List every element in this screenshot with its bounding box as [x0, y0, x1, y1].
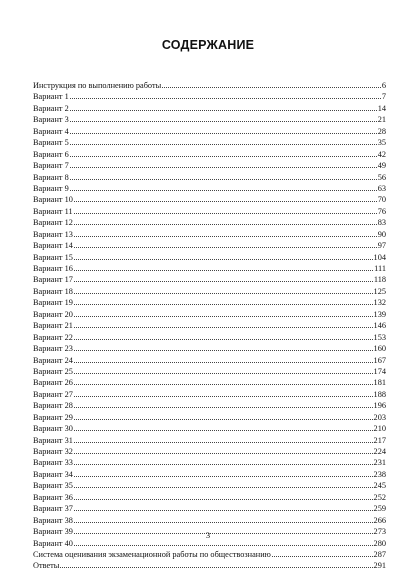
toc-dot-leader [74, 193, 377, 202]
toc-dot-leader [74, 308, 373, 317]
toc-entry [33, 502, 386, 513]
toc-dot-leader [74, 273, 373, 282]
toc-entry-label: Вариант 39 [33, 527, 73, 537]
toc-dot-leader [70, 113, 377, 122]
toc-entry-label: Вариант 5 [33, 138, 69, 148]
toc-entry [33, 422, 386, 433]
toc-dot-leader [74, 228, 377, 237]
toc-entry-label: Вариант 37 [33, 504, 73, 514]
toc-entry-page: 6 [381, 81, 386, 90]
toc-entry-page: 217 [373, 435, 386, 445]
toc-dot-leader [70, 102, 377, 111]
toc-entry-page: 252 [373, 492, 386, 502]
toc-dot-leader [74, 331, 373, 340]
toc-entry-label: Вариант 4 [33, 126, 69, 136]
toc-entry-page: 111 [374, 264, 386, 273]
toc-entry-page: 63 [377, 183, 386, 193]
toc-dot-leader [74, 296, 373, 305]
toc-entry [33, 125, 386, 136]
toc-dot-leader [60, 559, 372, 568]
toc-entry-page: 174 [373, 366, 386, 376]
toc-entry-label: Вариант 34 [33, 469, 73, 479]
toc-dot-leader [74, 262, 373, 271]
toc-entry-page: 83 [377, 218, 386, 228]
toc-dot-leader [74, 216, 377, 225]
toc-dot-leader [74, 342, 373, 351]
toc-entry-page: 245 [373, 481, 386, 491]
toc-entry-label: Вариант 32 [33, 447, 73, 456]
toc-dot-leader [70, 182, 377, 191]
toc-entry [33, 171, 386, 182]
toc-dot-leader [70, 171, 377, 180]
toc-entry-label: Вариант 16 [33, 264, 73, 273]
toc-entry [33, 296, 386, 307]
toc-entry-label: Вариант 12 [33, 218, 73, 228]
toc-entry [33, 228, 386, 239]
toc-entry [33, 239, 386, 250]
toc-entry-label: Вариант 11 [33, 206, 73, 216]
toc-entry [33, 285, 386, 296]
toc-entry-label: Вариант 14 [33, 241, 73, 251]
toc-dot-leader [74, 514, 373, 523]
toc-entry [33, 411, 386, 422]
toc-entry-label: Вариант 15 [33, 252, 73, 262]
toc-entry-label: Вариант 21 [33, 321, 73, 331]
toc-entry [33, 193, 386, 204]
page-title: СОДЕРЖАНИЕ [161, 38, 255, 52]
toc-entry-label: Вариант 33 [33, 458, 73, 468]
toc-entry-page: 259 [373, 504, 386, 514]
toc-entry [33, 113, 386, 124]
toc-entry-label: Вариант 19 [33, 298, 73, 308]
toc-dot-leader [70, 125, 377, 134]
toc-dot-leader [74, 422, 373, 431]
toc-entry-label: Вариант 30 [33, 424, 73, 434]
toc-entry-page: 167 [373, 355, 386, 365]
toc-entry [33, 262, 386, 273]
toc-entry-page: 49 [377, 161, 386, 171]
toc-entry-page: 181 [373, 378, 386, 388]
toc-entry-label: Вариант 27 [33, 389, 73, 399]
toc-entry-label: Вариант 31 [33, 435, 73, 445]
toc-entry-page: 56 [377, 172, 386, 182]
toc-entry-label: Вариант 10 [33, 195, 73, 205]
toc-dot-leader [70, 90, 381, 99]
toc-entry-page: 266 [373, 515, 386, 525]
toc-entry-page: 188 [373, 389, 386, 399]
toc-entry [33, 479, 386, 490]
toc-dot-leader [74, 251, 373, 260]
toc-entry-label: Вариант 13 [33, 229, 73, 239]
toc-entry-label: Вариант 36 [33, 492, 73, 502]
toc-entry-page: 104 [373, 252, 386, 262]
toc-dot-leader [74, 365, 373, 374]
toc-entry [33, 514, 386, 525]
toc-entry-label: Вариант 8 [33, 172, 69, 182]
toc-dot-leader [74, 399, 373, 408]
toc-entry [33, 251, 386, 262]
toc-entry [33, 148, 386, 159]
toc-dot-leader [74, 434, 373, 443]
toc-entry [33, 434, 386, 445]
toc-entry-label: Инструкция по выполнению работы [33, 81, 162, 90]
toc-entry-label: Вариант 6 [33, 149, 69, 159]
toc-entry-label: Вариант 35 [33, 481, 73, 491]
toc-entry-label: Вариант 38 [33, 515, 73, 525]
toc-entry [33, 399, 386, 410]
toc-entry-page: 76 [377, 206, 386, 216]
toc-dot-leader [74, 239, 377, 248]
toc-entry [33, 468, 386, 479]
toc-entry [33, 548, 386, 559]
toc-entry-label: Вариант 28 [33, 401, 73, 411]
toc-entry-label: Вариант 18 [33, 286, 73, 296]
toc-dot-leader [74, 354, 373, 363]
toc-entry [33, 159, 386, 170]
toc-entry [33, 308, 386, 319]
toc-entry [33, 342, 386, 353]
toc-entry [33, 559, 386, 570]
toc-entry-label: Вариант 1 [33, 92, 69, 102]
toc-entry-page: 139 [373, 309, 386, 319]
toc-entry-label: Вариант 7 [33, 161, 69, 171]
toc-entry-page: 28 [377, 126, 386, 136]
toc-entry-page: 291 [373, 561, 386, 571]
toc-dot-leader [74, 445, 373, 454]
toc-entry [33, 319, 386, 330]
toc-entry-page: 14 [377, 103, 386, 113]
toc-entry-page: 280 [373, 538, 386, 548]
toc-entry-label: Вариант 20 [33, 309, 73, 319]
toc-entry [33, 136, 386, 147]
toc-entry-page: 146 [373, 321, 386, 331]
toc-entry-page: 224 [373, 447, 386, 456]
toc-entry [33, 445, 386, 456]
toc-entry-label: Вариант 29 [33, 412, 73, 422]
toc-entry-page: 35 [377, 138, 386, 148]
toc-entry [33, 354, 386, 365]
toc-entry [33, 182, 386, 193]
toc-entry-page: 90 [377, 229, 386, 239]
toc-entry [33, 273, 386, 284]
toc-dot-leader [74, 285, 373, 294]
toc-dot-leader [74, 205, 377, 214]
toc-entry-page: 118 [373, 275, 386, 285]
toc-entry-label: Система оценивания экзаменационной работы по обществознанию [33, 549, 271, 559]
toc-entry [33, 205, 386, 216]
toc-entry-label: Вариант 17 [33, 275, 73, 285]
toc-entry-label: Вариант 23 [33, 344, 73, 354]
toc-entry-page: 238 [373, 469, 386, 479]
toc-entry-page: 70 [377, 195, 386, 205]
toc-entry [33, 216, 386, 227]
toc-dot-leader [74, 479, 373, 488]
toc-dot-leader [74, 491, 373, 500]
toc-entry-label: Вариант 40 [33, 538, 73, 548]
toc-entry-page: 287 [373, 549, 386, 559]
toc-entry-label: Вариант 26 [33, 378, 73, 388]
toc-entry-page: 203 [373, 412, 386, 422]
toc-entry [33, 90, 386, 101]
toc-entry-label: Вариант 2 [33, 103, 69, 113]
toc-entry-page: 153 [373, 332, 386, 342]
toc-entry-page: 125 [373, 286, 386, 296]
toc-entry-page: 21 [377, 115, 386, 125]
toc-entry-label: Вариант 25 [33, 366, 73, 376]
toc-dot-leader [74, 376, 373, 385]
toc-entry [33, 331, 386, 342]
toc-entry-label: Вариант 24 [33, 355, 73, 365]
toc-dot-leader [74, 468, 373, 477]
toc-entry-page: 160 [373, 344, 386, 354]
toc-entry-page: 210 [373, 424, 386, 434]
toc-entry-page: 42 [377, 149, 386, 159]
toc-entry-page: 231 [373, 458, 386, 468]
toc-dot-leader [74, 502, 373, 511]
toc-dot-leader [74, 456, 373, 465]
toc-entry-page: 132 [373, 298, 386, 308]
toc-dot-leader [162, 79, 381, 88]
toc-entry [33, 491, 386, 502]
toc-entry-label: Вариант 9 [33, 183, 69, 193]
toc-entry-label: Ответы [33, 561, 60, 571]
table-of-contents [33, 79, 386, 571]
toc-entry [33, 456, 386, 467]
toc-dot-leader [272, 548, 373, 557]
toc-entry [33, 102, 386, 113]
toc-entry-label: Вариант 3 [33, 115, 69, 125]
toc-dot-leader [74, 411, 373, 420]
toc-entry [33, 79, 386, 90]
toc-entry [33, 388, 386, 399]
toc-entry-page: 196 [373, 401, 386, 411]
page-number: 3 [205, 530, 211, 540]
toc-dot-leader [74, 388, 373, 397]
toc-dot-leader [70, 136, 377, 145]
toc-entry-label: Вариант 22 [33, 332, 73, 342]
toc-entry-page: 97 [377, 241, 386, 251]
toc-entry-page: 7 [381, 92, 386, 102]
toc-entry [33, 376, 386, 387]
toc-dot-leader [70, 159, 377, 168]
toc-dot-leader [74, 319, 373, 328]
toc-dot-leader [70, 148, 377, 157]
toc-entry-page: 273 [373, 527, 386, 537]
toc-entry [33, 365, 386, 376]
